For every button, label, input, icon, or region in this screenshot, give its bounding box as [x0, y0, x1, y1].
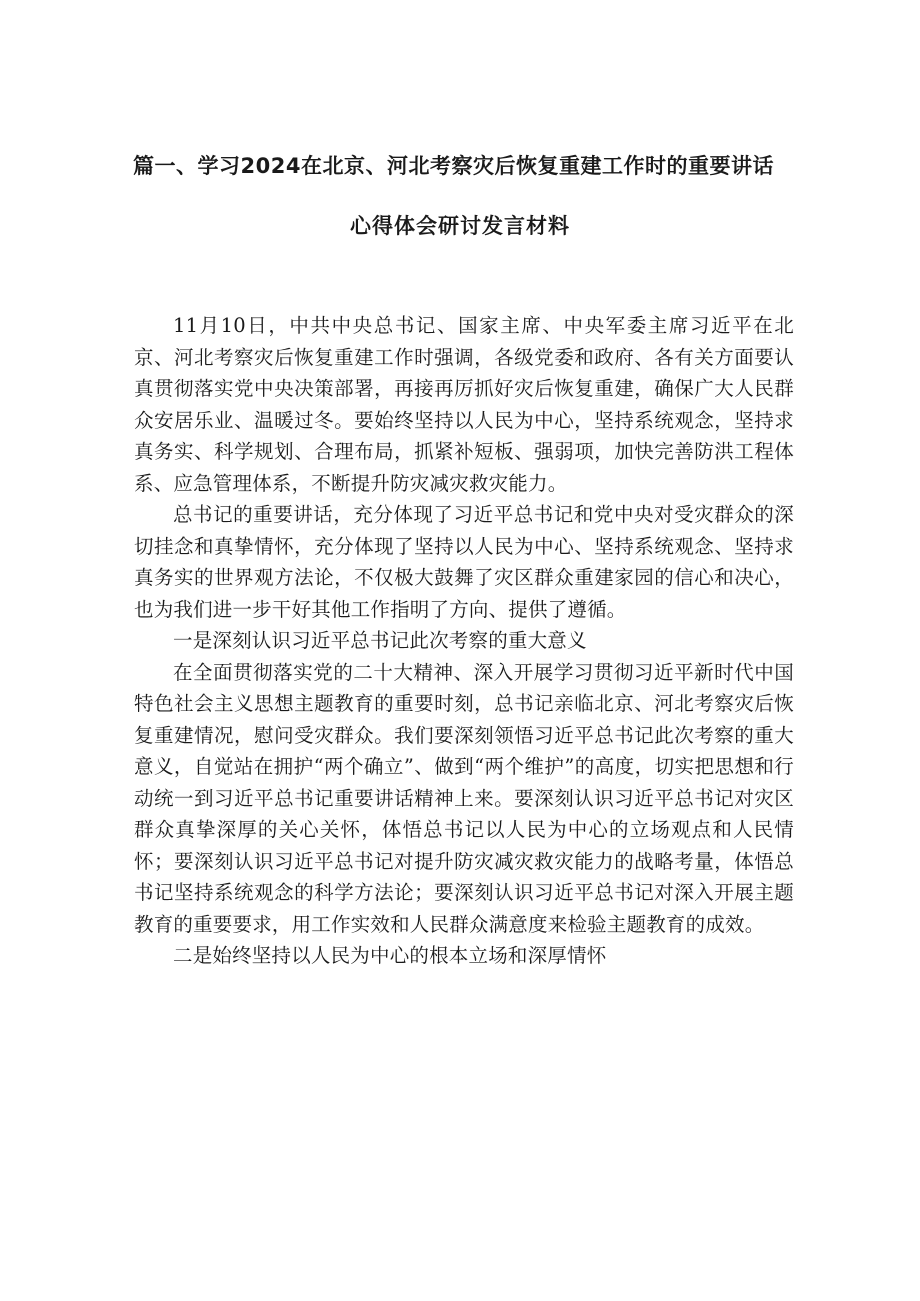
document-title-line-1: 篇一、学习2024在北京、河北考察灾后恢复重建工作时的重要讲话 — [133, 154, 774, 178]
paragraph-significance: 总书记的重要讲话，充分体现了习近平总书记和党中央对受灾群众的深切挂念和真挚情怀，充分体现了坚持以人民为中心、坚持系统观念、坚持求真务实的世界观方法论，不仅极大鼓舞了灾区群众重建家园的信心和决心，也为我们进一步干好其他工作指明了方向、提供了遵循。 — [134, 503, 794, 621]
paragraph-section-1: 在全面贯彻落实党的二十大精神、深入开展学习贯彻习近平新时代中国特色社会主义思想主题教育的重要时刻，总书记亲临北京、河北考察灾后恢复重建情况，慰问受灾群众。我们要深刻领悟习近平总书记此次考察的重大意义，自觉站在拥护“两个确立”、做到“两个维护”的高度，切实把思想和行动统一到习近平总书记重要讲话精神上来。要深刻认识习近平总书记对灾区群众真挚深厚的关心关怀，体悟总书记以人民为中心的立场观点和人民情怀；要深刻认识习近平总书记对提升防灾减灾救灾能力的战略考量，体悟总书记坚持系统观念的科学方法论；要深刻认识习近平总书记对深入开展主题教育的重要要求，用工作实效和人民群众满意度来检验主题教育的成效。 — [134, 660, 794, 936]
document-title-line-2: 心得体会研讨发言材料 — [350, 214, 570, 238]
section-heading-2: 二是始终坚持以人民为中心的根本立场和深厚情怀 — [173, 944, 607, 967]
document-body — [134, 310, 794, 972]
section-heading-1: 一是深刻认识习近平总书记此次考察的重大意义 — [173, 629, 587, 652]
paragraph-intro: 11月10日，中共中央总书记、国家主席、中央军委主席习近平在北京、河北考察灾后恢复重建工作时强调，各级党委和政府、各有关方面要认真贯彻落实党中央决策部署，再接再厉抓好灾后恢复重建，确保广大人民群众安居乐业、温暖过冬。要始终坚持以人民为中心，坚持系统观念，坚持求真务实、科学规划、合理布局，抓紧补短板、强弱项，加快完善防洪工程体系、应急管理体系，不断提升防灾减灾救灾能力。 — [134, 314, 794, 495]
